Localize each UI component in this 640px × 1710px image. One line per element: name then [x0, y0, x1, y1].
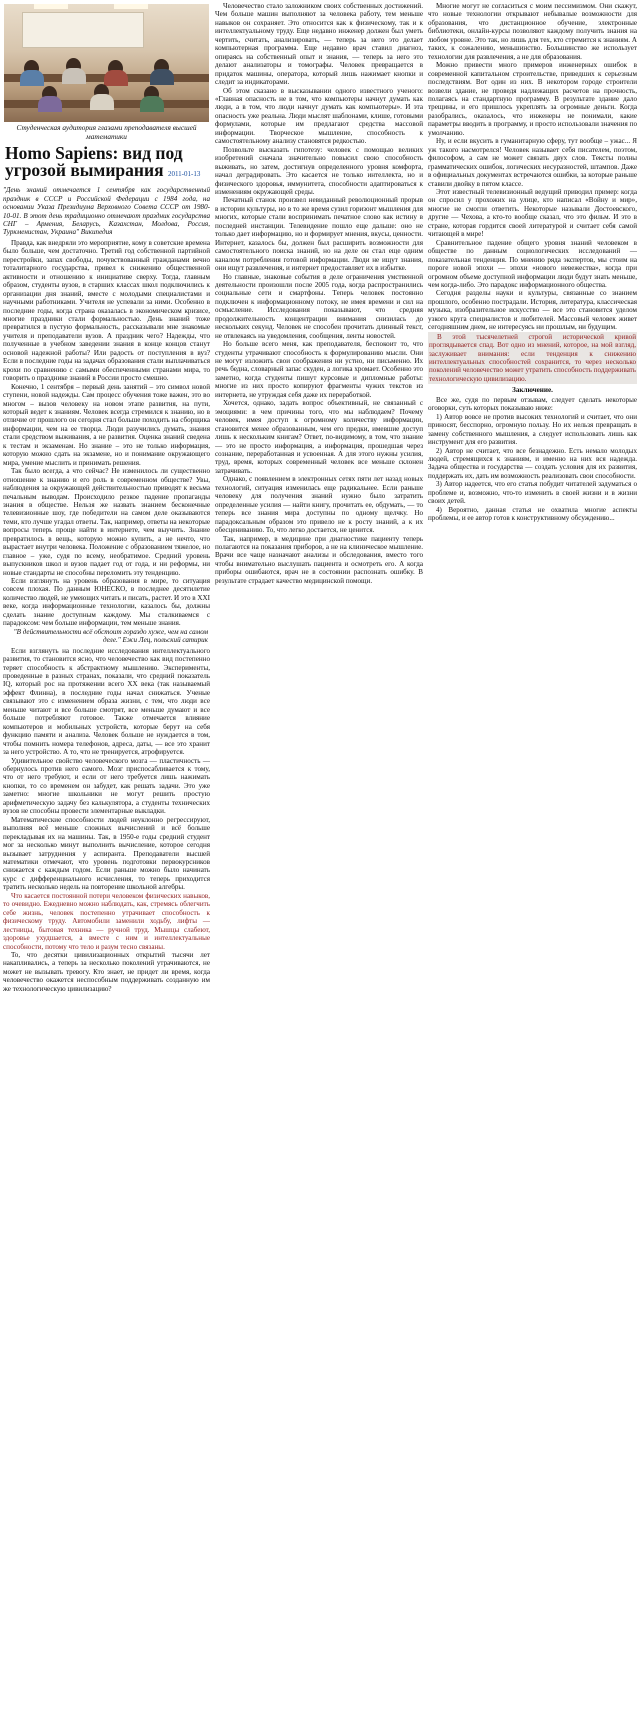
- conclusion-paragraph: 2) Автор не считает, что все безнадежно. Есть немало молодых людей, стремящихся к знаниям, и именно на них вся надежда. Задача общества и государства — создать условия для их развития, поддержать их, дать им возможность реализовать свои способности.: [428, 446, 637, 480]
- paragraph: Удивительное свойство человеческого мозга — пластичность — обернулось против него самого. Мозг приспосабливается к тому, что от него требуют, и если от него требуется лишь нажимать кнопки, то со временем он забудет, как решать задачи. Это уже заметно: многие школьники не могут решить простую арифметическую задачу без калькулятора, а студенты технических вузов не способны провести элементарные выкладки.: [3, 756, 210, 816]
- paragraph: Хочется, однако, задать вопрос объективный, не связанный с эмоциями: в чем причины того, что мы наблюдаем? Почему человек, имея доступ к огромному количеству информации, становится менее образованным, чем его предки, имевшие доступ лишь к нескольким книгам? Ответ, по-видимому, в том, что знание — это не просто информация, а информация, прошедшая через сознание, переработанная и усвоенная. А для этого нужны усилия, труд, время, которых современный человек все меньше склонен затрачивать.: [215, 399, 423, 475]
- conclusion-heading: Заключение.: [512, 386, 553, 395]
- paragraph: Ну, и если вкусить в гуманитарную сферу, тут вообще – ужас... Я уж такого насмотрелся! Человек называет себя писателем, поэтом, философом, а сам не может связать двух слов. Тексты полны грамматических ошибок, логических несуразностей, штампов. Даже в официальных документах встречаются ошибки, за которые раньше ставили двойку в пятом классе.: [428, 137, 637, 188]
- conclusion-paragraph: 4) Вероятно, данная статья не охватила многие аспекты проблемы, и ее автор готов к конструктивному обсуждению...: [428, 505, 637, 523]
- conclusion-paragraph: Все же, судя по первым отзывам, следует сделать некоторые оговорки, суть которых показываю ниже:: [428, 395, 637, 413]
- paragraph: Но главные, знаковые события в деле ограничения умственной деятельности произошли после 2005 года, когда распространились социальные сети и смартфоны. Теперь человек постоянно подключен к информационному потоку, не имея времени и сил на осмысление. Исследования показывают, что средняя продолжительность концентрации внимания снизилась до нескольких секунд. Человек не способен прочитать длинный текст, не отвлекаясь на уведомления, сообщения, ленты новостей.: [215, 272, 423, 340]
- paragraph: Математические способности людей неуклонно регрессируют, выполняя всё меньше сложных вычислений и всё больше перекладывая их на машины. Так, в 1950-е годы средний студент мог за несколько минут выполнить вычисление, которое сегодня вызывает затруднения у аспиранта. Преподаватели высшей математики отмечают, что уровень подготовки первокурсников снижается с каждым годом. Если раньше можно было начинать курс с дифференциального исчисления, то теперь приходится тратить несколько недель на повторение школьной алгебры.: [3, 815, 210, 892]
- paragraph: Правда, как внедряли это мероприятие, кому в советские времена было больше, чем достаточно. Третий год собственной партийной перестройки, запах свободы, почувствованный гражданами вечно тоталитарного государства, привел к снижению общественной активности и отношению к инициативе сверху. Тогда, главным образом, студенты вузов, в старших классах школ подключились к организации дня знаний, вместе с молодыми специалистами и научными работниками. Учителя не успевали за ними. Особенно в последние годы, когда страна оказалась в экономическом кризисе, многие праздники стали формальностью. День знаний тоже превратился в пустую формальность, рассказывали мне знакомые учителя и преподаватели вузов. А праздник чего? Надежды, что полученные в учебном заведении знания в конце концов станут основой надежной работы? Или радость от поступления в вуз? Если в последние годы на задачах образования стали выплачиваться крохи по сравнению с самыми обеспеченными странами мира, то говорить о празднике знаний в России просто смешно.: [3, 238, 210, 383]
- highlighted-paragraph: Что касается постоянной потери человеком физических навыков, то очевидно. Ежедневно можно наблюдать, как, стремясь облегчить себе жизнь, человек постепенно утрачивает способность к физическому труду. Автомобили заменили ходьбу, лифты — лестницы, бытовая техника — ручной труд. Мышцы слабеют, здоровье ухудшается, а вместе с ним и интеллектуальные способности, потому что тело и разум тесно связаны.: [3, 891, 210, 951]
- epigraph-quote: "В действительности всё обстоит гораздо хуже, чем на самом деле." Ежи Лец, польский сатирик: [13, 627, 208, 645]
- paragraph: Сегодня разделы науки и культуры, связанные со знанием прошлого, особенно пострадали. История, литература, классическая музыка, изобразительное искусство — все это становится уделом узкого круга специалистов и любителей. Массовый человек живет сегодняшним днем, не интересуясь ни прошлым, ни будущим.: [428, 289, 637, 332]
- paragraph: Если взглянуть на последние исследования интеллектуального развития, то становится ясно, что человечество как вид постепенно теряет способность к абстрактному мышлению. Эксперименты, проведенные в разных странах, показали, что средний показатель IQ, который рос на протяжении всего XX века (так называемый эффект Флинна), в последние годы начал снижаться. Ученые связывают это с изменением образа жизни, с тем, что люди все меньше читают и все больше смотрят, все меньше думают и все больше потребляют готовое. Также отмечается влияние компьютеров и мобильных устройств, которые берут на себя функцию памяти и анализа. Человек больше не нуждается в том, чтобы помнить номера телефонов, адреса, даты, — все это хранит за него устройство. А то, что не тренируется, атрофируется.: [3, 646, 210, 757]
- paragraph: Человечество стало заложником своих собственных достижений. Чем больше машин выполняют за человека работу, тем меньше навыков он сохраняет. Это относится как к физическому, так и к интеллектуальному труду. Еще недавно инженер должен был уметь чертить, считать, анализировать, — теперь за него это делает компьютерная программа. Еще недавно врач ставил диагноз, опираясь на собственный опыт и знания, — теперь за него это делают анализаторы и томографы. Человек превращается в придаток машины, оператора, который лишь нажимает кнопки и следит за индикаторами.: [215, 2, 423, 87]
- paragraph: Об этом сказано в высказывании одного известного ученого: «Главная опасность не в том, что компьютеры начнут думать как люди, а в том, что люди начнут думать как компьютеры». И эта опасность уже реальна. Люди мыслят шаблонами, клише, готовыми формулами, которые им предлагают средства массовой информации. Творческое мышление, способность к самостоятельному анализу становятся редкостью.: [215, 86, 423, 146]
- article-lead: "День знаний отмечается 1 сентября как государственный праздник в СССР и Российской Федерации с 1984 года, на основании Указа Президиума Верховного Совета СССР от 1980-10-01. В этот день традиционно отмечают праздник государства СНГ – Армения, Беларусь, Казахстан, Молдова, Россия, Туркменистан, Украина" Википедия: [3, 186, 210, 237]
- paragraph: Конечно, 1 сентября – первый день занятий – это символ новой ступени, новой надежды. Сам процесс обучения тоже важен, это во многом – вызов человеку на новом этапе развития, на пути, который ведет к знаниям. Человек всегда стремился к знанию, но в отличие от прошлого он сегодня стал больше походить на сборщика информации, чем на ее творца. Люди разучились думать, знания стали средством выживания, а не развития. Оценка знаний сведена к тестам и экзаменам. Но знание – это не только информация, которую можно сдать на экзамене, но и понимание окружающего мира, умение мыслить и принимать решения.: [3, 382, 210, 467]
- conclusion-paragraph: 1) Автор вовсе не против высоких технологий и считает, что они приносят, бесспорно, огромную пользу. Но их нельзя превращать в замену собственного мышления, а следует использовать лишь как инструмент для его развития.: [428, 412, 637, 447]
- paragraph: Можно привести много примеров инженерных ошибок в современной капитальном строительстве, приведших к серьезным последствиям. Вот один из них. В некотором городе строители возвели здание, не проведя надлежащих расчетов на прочность, полагаясь на стандартную программу. В результате здание дало трещины, и его пришлось укреплять за огромные деньги. Когда разобрались, оказалось, что инженеры не понимали, какие параметры вводить в программу, и просто использовали значения по умолчанию.: [428, 61, 637, 137]
- photo-caption: Студенческая аудитория глазами преподавателя высшей математики: [16, 123, 197, 141]
- paragraph: Сравнительное падение общего уровня знаний человеком в обществе по данным социологических исследований — показательная тенденция. По мнению ряда экспертов, мы стоим на пороге новой эпохи — эпохи «нового невежества», когда при огромном объеме доступной информации люди будут знать меньше, чем когда-либо. Это парадокс информационного общества.: [428, 238, 637, 289]
- lecture-hall-photo: [4, 4, 209, 122]
- paragraph: То, что десятки цивилизационных открытий тысячи лет накапливались, а теперь за несколько поколений утрачиваются, не может не вызывать тревогу. Кто знает, не придет ли время, когда человечество окажется неспособным поддерживать созданную им же технологическую цивилизацию?: [3, 950, 210, 993]
- paragraph: Но больше всего меня, как преподавателя, беспокоит то, что студенты утрачивают способность к формулированию мысли. Они не могут изложить свои соображения ни устно, ни письменно. Их речь бедна, словарный запас скуден, а логика хромает. Особенно это заметно, когда студенты пишут курсовые и дипломные работы: многие из них просто копируют фрагменты чужих текстов из интернета, не утруждая себя даже их переработкой.: [215, 340, 423, 399]
- paragraph: Однако, с появлением в электронных сетях пяти лет назад новых технологий, ситуация изменилась еще радикальнее. Если раньше человеку для получения знаний нужно было затратить определенные усилия — найти книгу, прочитать ее, обдумать, — то теперь все знания мира доступны по одному щелчку. Но парадоксальным образом это привело не к росту знаний, а к их обесцениванию. То, что легко достается, не ценится.: [215, 475, 423, 535]
- highlighted-paragraph: В этой тысячелетней строгой исторической кривой проглядывается спад. Вот одно из мнений, которое, на мой взгляд, заслуживает внимания: если тенденция к снижению интеллектуальных способностей сохранится, то через несколько поколений человечество может утратить способность поддерживать технологическую цивилизацию.: [429, 332, 636, 383]
- paragraph: Так, например, в медицине при диагностике пациенту теперь полагаются на показания приборов, а не на клиническое мышление. Врачи все чаще назначают анализы и обследования, вместо того чтобы внимательно выслушать пациента и осмотреть его. А когда приборы ошибаются, врач не в состоянии распознать ошибку. В результате страдает качество медицинской помощи.: [215, 534, 423, 585]
- article-title-text: Homo Sapiens: вид под угрозой вымирания: [5, 143, 183, 181]
- column-1: [3, 2, 210, 993]
- paragraph: Этот известный телевизионный ведущий приводил пример: когда он спросил у прохожих на улице, кто написал «Войну и мир», многие не смогли ответить. Некоторые называли Достоевского, другие — Чехова, а кто-то вообще сказал, что это фильм. И это в стране, которая гордится своей литературой и считает себя самой читающей в мире!: [428, 187, 637, 239]
- paragraph: Если взглянуть на уровень образования в мире, то ситуация совсем плохая. По данным ЮНЕСКО, в последнее десятилетие количество людей, не умеющих читать и писать, растет. И это в XXI веке, когда информационные технологии, казалось бы, должны сделать знание доступным каждому. Мы сталкиваемся с парадоксом: чем больше информации, тем меньше знания.: [3, 577, 210, 628]
- paragraph: Печатный станок произвел невиданный революционный прорыв в истории культуры, но в то же время сузил горизонт мышления для многих, которые стали воспринимать печатное слово как истину в последней инстанции. Телевидение пошло еще дальше: оно не только дает информацию, но и формирует мнения, вкусы, ценности. Интернет, казалось бы, должен был расширить возможности для самостоятельного поиска знаний, но на деле он стал еще одним каналом потребления готовой информации. Люди не ищут знания, они ищут развлечения, и интернет предоставляет их в избытке.: [215, 196, 423, 273]
- article-date[interactable]: 2011-01-13: [167, 170, 201, 179]
- paragraph: Так было всегда, а что сейчас? Не изменилось ли существенно отношение к знанию и его роль в современном обществе? Увы, наблюдения за окружающей действительностью приводят к весьма печальным выводам. Происходило резкое падение пропаганды знания в обществе. Нельзя же назвать знанием бесконечные телевизионные шоу, где победители на самом деле оказываются теми, кто лучше угадал ответы. Так, например, ответы на некоторые вопросы теперь проще найти в интернете, чем выучить. Знание превратилось в вещь, которую можно купить, а не нечто, что вырастает внутри человека. Положение с образованием тяжелое, но главное – уже, судя по всему, необратимое. Средний уровень выпускников школ и вузов падает год от года, и ни реформы, ни новые стандарты не способны переломить эту тенденцию.: [3, 467, 210, 577]
- paragraph: Позвольте высказать гипотезу: человек с помощью великих изобретений сначала значительно повысил свою способность выживать, но затем, достигнув определенного уровня комфорта, начал деградировать. Это касается не только интеллекта, но и физического здоровья, иммунитета, способности адаптироваться к изменениям окружающей среды.: [215, 145, 423, 196]
- conclusion-paragraph: 3) Автор надеется, что его статья побудит читателей задуматься о проблеме и, возможно, что-то изменить в своей жизни и в жизни своих детей.: [428, 480, 637, 506]
- column-2: [215, 2, 423, 585]
- article-title: [5, 145, 210, 183]
- paragraph: Многие могут не согласиться с моим пессимизмом. Они скажут, что новые технологии открывают небывалые возможности для образования, что дистанционное обучение, электронные библиотеки, онлайн-курсы позволяют каждому получить знания на любом уровне. Это так, но лишь для тех, кто стремится к знаниям. А таких, к сожалению, меньшинство. Большинство же использует технологии для развлечения, а не для образования.: [428, 2, 637, 61]
- column-3: [428, 2, 637, 523]
